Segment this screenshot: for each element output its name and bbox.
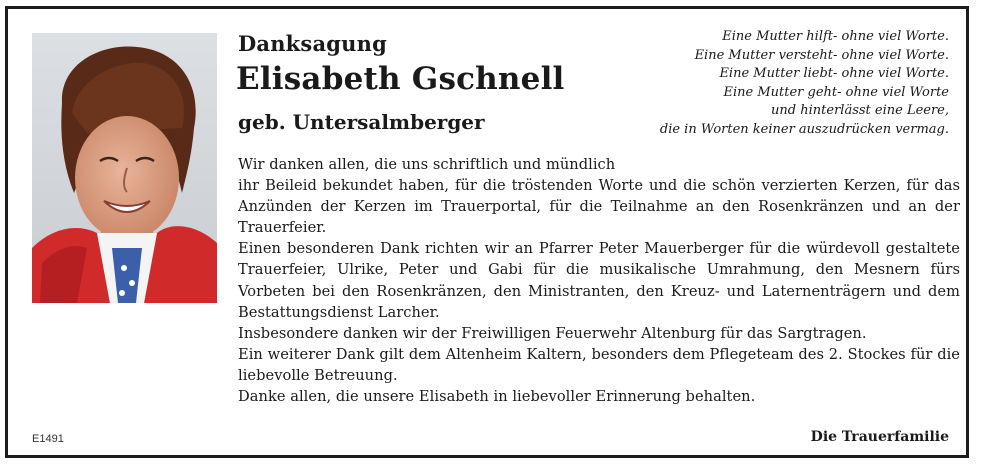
- thanks-paragraph: Danke allen, die unsere Elisabeth in liebevoller Erinnerung behalten.: [238, 388, 756, 406]
- heading-title: Danksagung: [238, 31, 387, 56]
- reference-code: E1491: [32, 433, 64, 445]
- poem: [660, 28, 949, 140]
- poem-line: Eine Mutter liebt- ohne viel Worte.: [719, 66, 949, 82]
- thanks-paragraph: ihr Beileid bekundet haben, für die tröstenden Worte und die schön verzierten Kerzen, für das Anzünden der Kerzen im Trauerportal, für die Teilnahme an den Rosenkränzen und an der Trauerfeier.: [238, 177, 960, 237]
- thanks-body: [238, 154, 960, 407]
- thanks-paragraph: Einen besonderen Dank richten wir an Pfarrer Peter Mauerberger für die würdevoll gestaltete Trauerfeier, Ulrike, Peter und Gabi für die musikalische Umrahmung, den Mesnern fürs Vorbeten bei den Rosenkränzen, den Ministranten, den Kreuz- und Laternenträgern und dem Bestattungsdienst Larcher.: [238, 240, 960, 321]
- portrait-image: [32, 33, 217, 303]
- deceased-name: Elisabeth Gschnell: [236, 61, 565, 97]
- thanks-paragraph: Wir danken allen, die uns schriftlich und mündlich: [238, 156, 616, 173]
- poem-line: Eine Mutter versteht- ohne viel Worte.: [694, 47, 949, 63]
- portrait-photo: [32, 33, 217, 303]
- thanks-paragraph: Insbesondere danken wir der Freiwilligen Feuerwehr Altenburg für das Sargtragen.: [238, 324, 867, 342]
- obituary-card: [5, 6, 969, 458]
- maiden-name: geb. Untersalmberger: [238, 110, 485, 134]
- poem-line: Eine Mutter hilft- ohne viel Worte.: [722, 29, 949, 44]
- poem-line: die in Worten keiner auszudrücken vermag.: [659, 121, 949, 137]
- signature: Die Trauerfamilie: [810, 429, 949, 445]
- poem-line: und hinterlässt eine Leere,: [771, 103, 949, 119]
- poem-line: Eine Mutter geht- ohne viel Worte: [723, 84, 949, 100]
- thanks-paragraph: Ein weiterer Dank gilt dem Altenheim Kaltern, besonders dem Pflegeteam des 2. Stockes für die liebevolle Betreuung.: [238, 345, 960, 384]
